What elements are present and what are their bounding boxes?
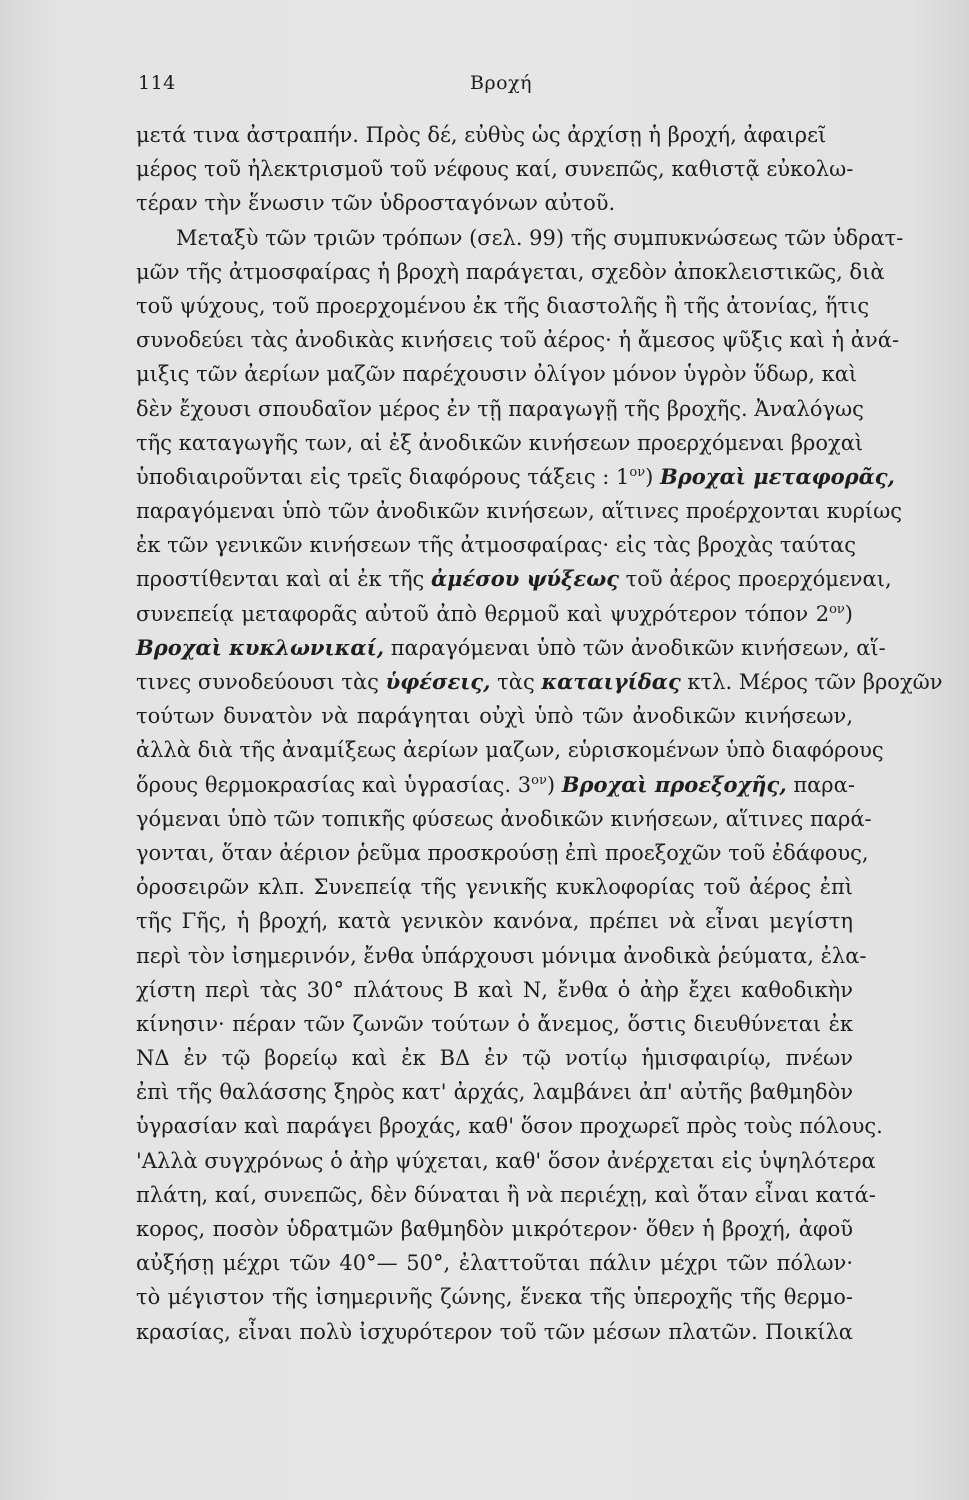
text-line: ἐπὶ τῆς θαλάσσης ξηρὸς κατ' ἀρχάς, λαμβάνει ἀπ' αὐτῆς βαθμηδὸν [136, 1080, 853, 1105]
text-line: μιξις τῶν ἀερίων μαζῶν παρέχουσιν ὀλίγον μόνον ὑγρὸν ὕδωρ, καὶ [136, 362, 858, 387]
ordinal-suffix: ον [629, 464, 646, 480]
page-header [0, 72, 969, 102]
text-line: 'Αλλὰ συγχρόνως ὁ ἀὴρ ψύχεται, καθ' ὅσον ἀνέρχεται εἰς ὑψηλότερα [136, 1148, 876, 1173]
text-line: ἐκ τῶν γενικῶν κινήσεων τῆς ἀτμοσφαίρας· εἰς τὰς βροχὰς ταύτας [136, 533, 857, 558]
text-line: δὲν ἔχουσι σπουδαῖον μέρος ἐν τῇ παραγωγῇ τῆς βροχῆς. Ἀναλόγως [136, 396, 864, 421]
text-line: μετά τινα ἀστραπήν. Πρὸς δέ, εὐθὺς ὡς ἀρχίσῃ ἡ βροχή, ἀφαιρεῖ [136, 123, 827, 147]
emphasized-term: Βροχαὶ προεξοχῆς, [561, 771, 787, 797]
text-line: μῶν τῆς ἀτμοσφαίρας ἡ βροχὴ παράγεται, σχεδὸν ἀποκλειστικῶς, διὰ [136, 259, 885, 284]
emphasized-term: ὑφέσεις, [385, 669, 491, 694]
text-line: παραγόμεναι ὑπὸ τῶν ἀνοδικῶν κινήσεων, αἵτινες προέρχονται κυρίως [136, 499, 903, 524]
text-line: τούτων δυνατὸν νὰ παράγηται οὐχὶ ὑπὸ τῶν ἀνοδικῶν κινήσεων, [136, 704, 853, 729]
text-line: Μεταξὺ τῶν τριῶν τρόπων (σελ. 99) τῆς συμπυκνώσεως τῶν ὑδρατ- [176, 225, 904, 250]
text-line: τὸ μέγιστον τῆς ἰσημερινῆς ζώνης, ἕνεκα τῆς ὑπεροχῆς τῆς θερμο- [136, 1285, 853, 1310]
text-line: χίστη περὶ τὰς 30° πλάτους Β καὶ Ν, ἔνθα ὁ ἀὴρ ἔχει καθοδικὴν [136, 977, 853, 1002]
text-segment: συνεπείᾳ μεταφορᾶς αὐτοῦ ἀπὸ θερμοῦ καὶ ψυχρότερον τόπον 2 [136, 601, 830, 626]
text-line: τῆς καταγωγῆς των, αἱ ἐξ ἀνοδικῶν κινήσεων προερχόμεναι βροχαὶ [136, 430, 864, 455]
running-title: Βροχή [470, 72, 532, 94]
text-segment: τοῦ ἀέρος προερχόμεναι, [618, 567, 892, 592]
text-line [136, 631, 886, 665]
text-line [136, 665, 943, 699]
text-line: συνοδεύει τὰς ἀνοδικὰς κινήσεις τοῦ ἀέρος· ἡ ἄμεσος ψῦξις καὶ ἡ ἀνά- [136, 328, 900, 353]
text-segment: ὑποδιαιροῦνται εἰς τρεῖς διαφόρους τάξεις : 1 [136, 464, 630, 489]
text-line: περὶ τὸν ἰσημερινόν, ἔνθα ὑπάρχουσι μόνιμα ἀνοδικὰ ῥεύματα, ἐλα- [136, 943, 867, 968]
text-line: κρασίας, εἶναι πολὺ ἰσχυρότερον τοῦ τῶν μέσων πλατῶν. Ποικίλα [136, 1319, 853, 1344]
ordinal-suffix: ον [531, 772, 547, 788]
text-line: τέραν τὴν ἕνωσιν τῶν ὑδροσταγόνων αὐτοῦ. [136, 191, 616, 216]
text-line: ὑγρασίαν καὶ παράγει βροχάς, καθ' ὅσον προχωρεῖ πρὸς τοὺς πόλους. [136, 1114, 883, 1139]
text-line: ἀλλὰ διὰ τῆς ἀναμίξεως ἀερίων μαζων, εὑρισκομένων ὑπὸ διαφόρους [136, 738, 884, 763]
text-segment: κτλ. Μέρος τῶν βροχῶν [680, 670, 943, 694]
emphasized-term: καταιγίδας [541, 669, 681, 694]
text-line: μέρος τοῦ ἠλεκτρισμοῦ τοῦ νέφους καί, συνεπῶς, καθιστᾷ εὐκολω- [136, 157, 854, 182]
text-line [136, 460, 895, 494]
text-line [136, 597, 853, 631]
text-segment: παραγόμεναι ὑπὸ τῶν ἀνοδικῶν κινήσεων, αἵ- [384, 635, 886, 660]
emphasized-term: ἀμέσου ψύξεως [430, 566, 619, 592]
text-line: κορος, ποσὸν ὑδρατμῶν βαθμηδὸν μικρότερον· ὅθεν ἡ βροχή, ἀφοῦ [136, 1217, 853, 1241]
text-line: τῆς Γῆς, ἡ βροχή, κατὰ γενικὸν κανόνα, πρέπει νὰ εἶναι μεγίστη [136, 909, 853, 934]
emphasized-term: Βροχαὶ μεταφορᾶς, [660, 463, 895, 489]
text-line: ὀροσειρῶν κλπ. Συνεπείᾳ τῆς γενικῆς κυκλοφορίας τοῦ ἀέρος ἐπὶ [136, 875, 853, 900]
ordinal-suffix: ον [829, 601, 845, 617]
body-text [136, 118, 943, 1349]
text-segment: τὰς [490, 670, 542, 694]
text-segment: τινες συνοδεύουσι τὰς [136, 670, 386, 694]
text-line: γονται, ὅταν ἀέριον ῥεῦμα προσκρούσῃ ἐπὶ προεξοχῶν τοῦ ἐδάφους, [136, 840, 869, 865]
text-line: κίνησιν· πέραν τῶν ζωνῶν τούτων ὁ ἄνεμος, ὅστις διευθύνεται ἐκ [136, 1011, 853, 1036]
text-line: αὐξήσῃ μέχρι τῶν 40°— 50°, ἐλαττοῦται πάλιν μέχρι τῶν πόλων· [136, 1251, 853, 1276]
text-line [136, 562, 892, 596]
text-segment: ) [645, 464, 661, 489]
text-line: ΝΔ ἐν τῷ βορείῳ καὶ ἐκ ΒΔ ἐν τῷ νοτίῳ ἡμισφαιρίῳ, πνέων [136, 1046, 853, 1071]
emphasized-term: Βροχαὶ κυκλωνικαί, [136, 634, 385, 660]
page-number: 114 [138, 72, 176, 94]
text-segment: παρα- [786, 772, 855, 797]
text-line: πλάτη, καί, συνεπῶς, δὲν δύναται ἢ νὰ περιέχῃ, καὶ ὅταν εἶναι κατά- [136, 1182, 876, 1207]
text-segment: ὅρους θερμοκρασίας καὶ ὑγρασίας. 3 [136, 772, 532, 797]
text-segment: προστίθενται καὶ αἱ ἐκ τῆς [136, 567, 431, 592]
text-line [136, 768, 853, 802]
text-segment: ) [546, 772, 562, 797]
text-segment: ) [844, 601, 853, 626]
text-line: γόμεναι ὑπὸ τῶν τοπικῆς φύσεως ἀνοδικῶν κινήσεων, αἵτινες παρά- [136, 806, 872, 831]
text-line: τοῦ ψύχους, τοῦ προερχομένου ἐκ τῆς διαστολῆς ἢ τῆς ἀτονίας, ἥτις [136, 293, 870, 318]
